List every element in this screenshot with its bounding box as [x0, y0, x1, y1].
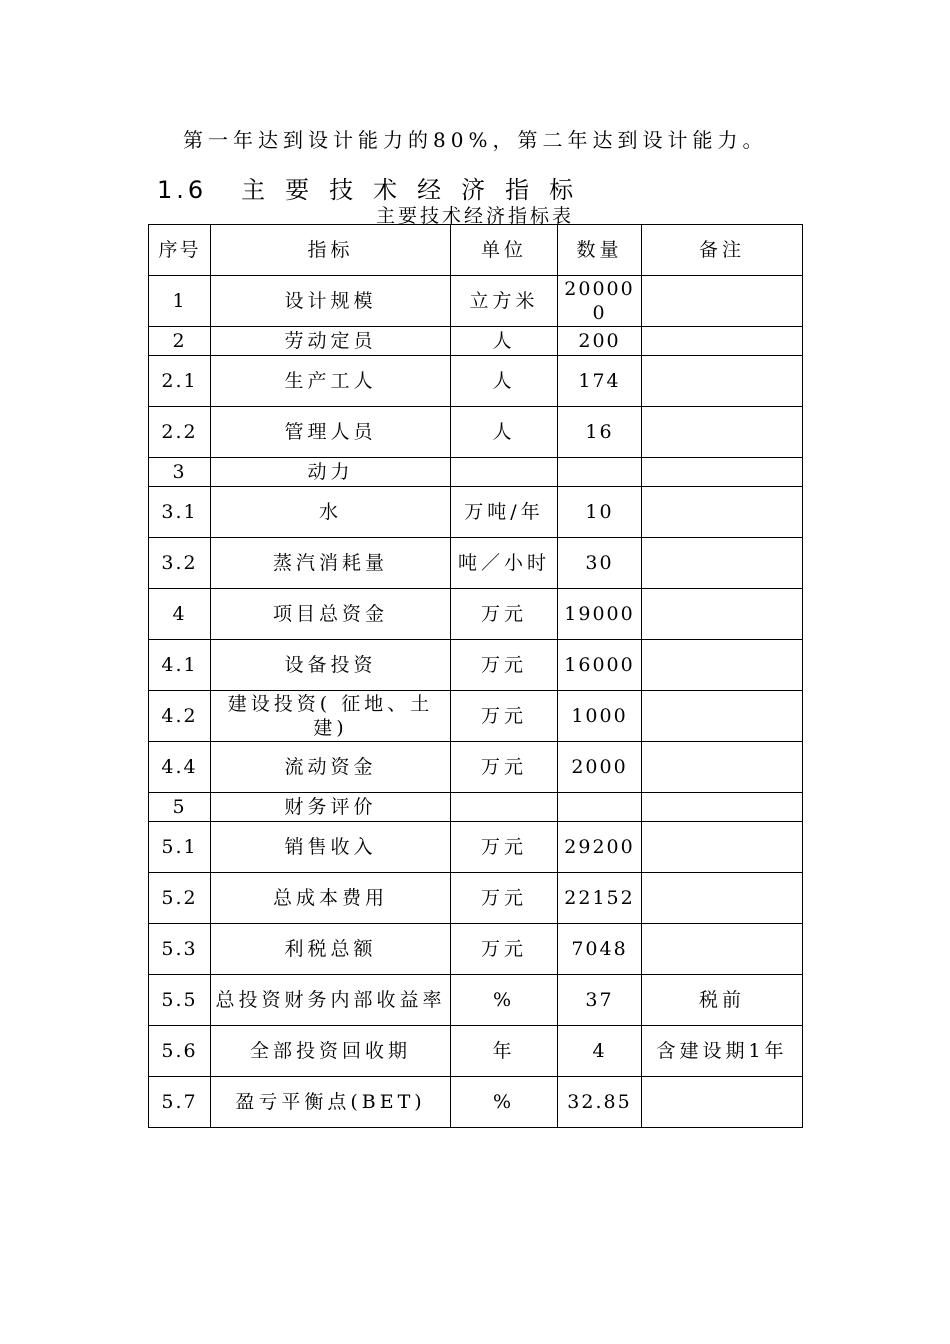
header-indicator: 指标 [211, 225, 451, 276]
row-unit: 人 [451, 327, 558, 356]
table-row [149, 458, 803, 487]
row-unit: 年 [451, 1026, 558, 1077]
row-remark [642, 407, 803, 458]
row-quantity: 19000 [558, 589, 642, 640]
table-row [149, 822, 803, 873]
section-number: 1.6 [157, 176, 208, 204]
row-remark [642, 538, 803, 589]
row-quantity: 30 [558, 538, 642, 589]
row-unit: 立方米 [451, 276, 558, 327]
row-indicator: 总成本费用 [211, 873, 451, 924]
row-seq: 2.1 [149, 356, 211, 407]
row-remark: 税前 [642, 975, 803, 1026]
row-indicator: 蒸汽消耗量 [211, 538, 451, 589]
row-indicator: 利税总额 [211, 924, 451, 975]
table-row [149, 538, 803, 589]
table-row [149, 793, 803, 822]
table-row [149, 975, 803, 1026]
row-seq: 4.2 [149, 691, 211, 742]
row-indicator: 财务评价 [211, 793, 451, 822]
row-seq: 2.2 [149, 407, 211, 458]
row-indicator: 水 [211, 487, 451, 538]
row-unit: % [451, 1077, 558, 1128]
table-row [149, 742, 803, 793]
row-remark [642, 873, 803, 924]
row-quantity [558, 458, 642, 487]
row-seq: 3.2 [149, 538, 211, 589]
row-indicator: 设备投资 [211, 640, 451, 691]
row-unit: 吨／小时 [451, 538, 558, 589]
row-indicator: 流动资金 [211, 742, 451, 793]
header-quantity: 数量 [558, 225, 642, 276]
row-seq: 1 [149, 276, 211, 327]
table-row [149, 873, 803, 924]
row-indicator: 盈亏平衡点(BET) [211, 1077, 451, 1128]
row-unit: 万元 [451, 589, 558, 640]
row-seq: 4.4 [149, 742, 211, 793]
row-seq: 5.1 [149, 822, 211, 873]
table-row [149, 691, 803, 742]
table-header-row [149, 225, 803, 276]
row-remark [642, 487, 803, 538]
row-indicator: 劳动定员 [211, 327, 451, 356]
row-indicator: 设计规模 [211, 276, 451, 327]
row-indicator: 销售收入 [211, 822, 451, 873]
table-row [149, 589, 803, 640]
row-indicator: 动力 [211, 458, 451, 487]
table-row [149, 1026, 803, 1077]
row-unit: 人 [451, 356, 558, 407]
row-quantity: 16000 [558, 640, 642, 691]
row-remark [642, 793, 803, 822]
row-unit: 万元 [451, 691, 558, 742]
row-quantity: 200 [558, 327, 642, 356]
table-row [149, 276, 803, 327]
table-caption: 主要技术经济指标表 [375, 205, 574, 227]
row-quantity: 29200 [558, 822, 642, 873]
row-quantity: 1000 [558, 691, 642, 742]
row-unit: 万元 [451, 924, 558, 975]
row-seq: 2 [149, 327, 211, 356]
row-remark [642, 924, 803, 975]
header-unit: 单位 [451, 225, 558, 276]
row-seq: 5.7 [149, 1077, 211, 1128]
row-remark [642, 356, 803, 407]
table-row [149, 327, 803, 356]
section-title: 主要技术经济指标 [241, 176, 594, 204]
row-unit: 万元 [451, 742, 558, 793]
row-remark [642, 589, 803, 640]
intro-paragraph: 第一年达到设计能力的80%，第二年达到设计能力。 [183, 128, 768, 152]
table-row [149, 1077, 803, 1128]
row-remark: 含建设期1年 [642, 1026, 803, 1077]
row-unit: 万元 [451, 822, 558, 873]
table-row [149, 487, 803, 538]
row-seq: 5 [149, 793, 211, 822]
row-unit: 万吨/年 [451, 487, 558, 538]
indicator-table [148, 224, 803, 1128]
row-remark [642, 691, 803, 742]
row-seq: 4 [149, 589, 211, 640]
row-unit: 万元 [451, 640, 558, 691]
row-remark [642, 327, 803, 356]
row-unit [451, 458, 558, 487]
table-row [149, 407, 803, 458]
row-remark [642, 1077, 803, 1128]
row-remark [642, 822, 803, 873]
row-remark [642, 742, 803, 793]
header-seq: 序号 [149, 225, 211, 276]
header-remark: 备注 [642, 225, 803, 276]
row-unit [451, 793, 558, 822]
row-seq: 5.6 [149, 1026, 211, 1077]
row-indicator: 管理人员 [211, 407, 451, 458]
row-indicator: 生产工人 [211, 356, 451, 407]
table-row [149, 924, 803, 975]
row-seq: 5.3 [149, 924, 211, 975]
row-quantity: 200000 [558, 276, 642, 327]
row-quantity [558, 793, 642, 822]
row-seq: 3 [149, 458, 211, 487]
row-indicator: 项目总资金 [211, 589, 451, 640]
row-unit: 万元 [451, 873, 558, 924]
row-quantity: 7048 [558, 924, 642, 975]
row-remark [642, 640, 803, 691]
row-remark [642, 458, 803, 487]
row-quantity: 32.85 [558, 1077, 642, 1128]
row-seq: 4.1 [149, 640, 211, 691]
row-indicator: 总投资财务内部收益率 [211, 975, 451, 1026]
row-quantity: 22152 [558, 873, 642, 924]
table-row [149, 356, 803, 407]
row-seq: 5.5 [149, 975, 211, 1026]
row-indicator: 建设投资( 征地、土建) [211, 691, 451, 742]
row-quantity: 16 [558, 407, 642, 458]
row-remark [642, 276, 803, 327]
row-quantity: 37 [558, 975, 642, 1026]
row-quantity: 2000 [558, 742, 642, 793]
section-heading [157, 170, 593, 205]
row-indicator: 全部投资回收期 [211, 1026, 451, 1077]
row-unit: 人 [451, 407, 558, 458]
table-row [149, 640, 803, 691]
row-quantity: 174 [558, 356, 642, 407]
row-quantity: 10 [558, 487, 642, 538]
row-seq: 5.2 [149, 873, 211, 924]
row-quantity: 4 [558, 1026, 642, 1077]
row-seq: 3.1 [149, 487, 211, 538]
row-unit: % [451, 975, 558, 1026]
